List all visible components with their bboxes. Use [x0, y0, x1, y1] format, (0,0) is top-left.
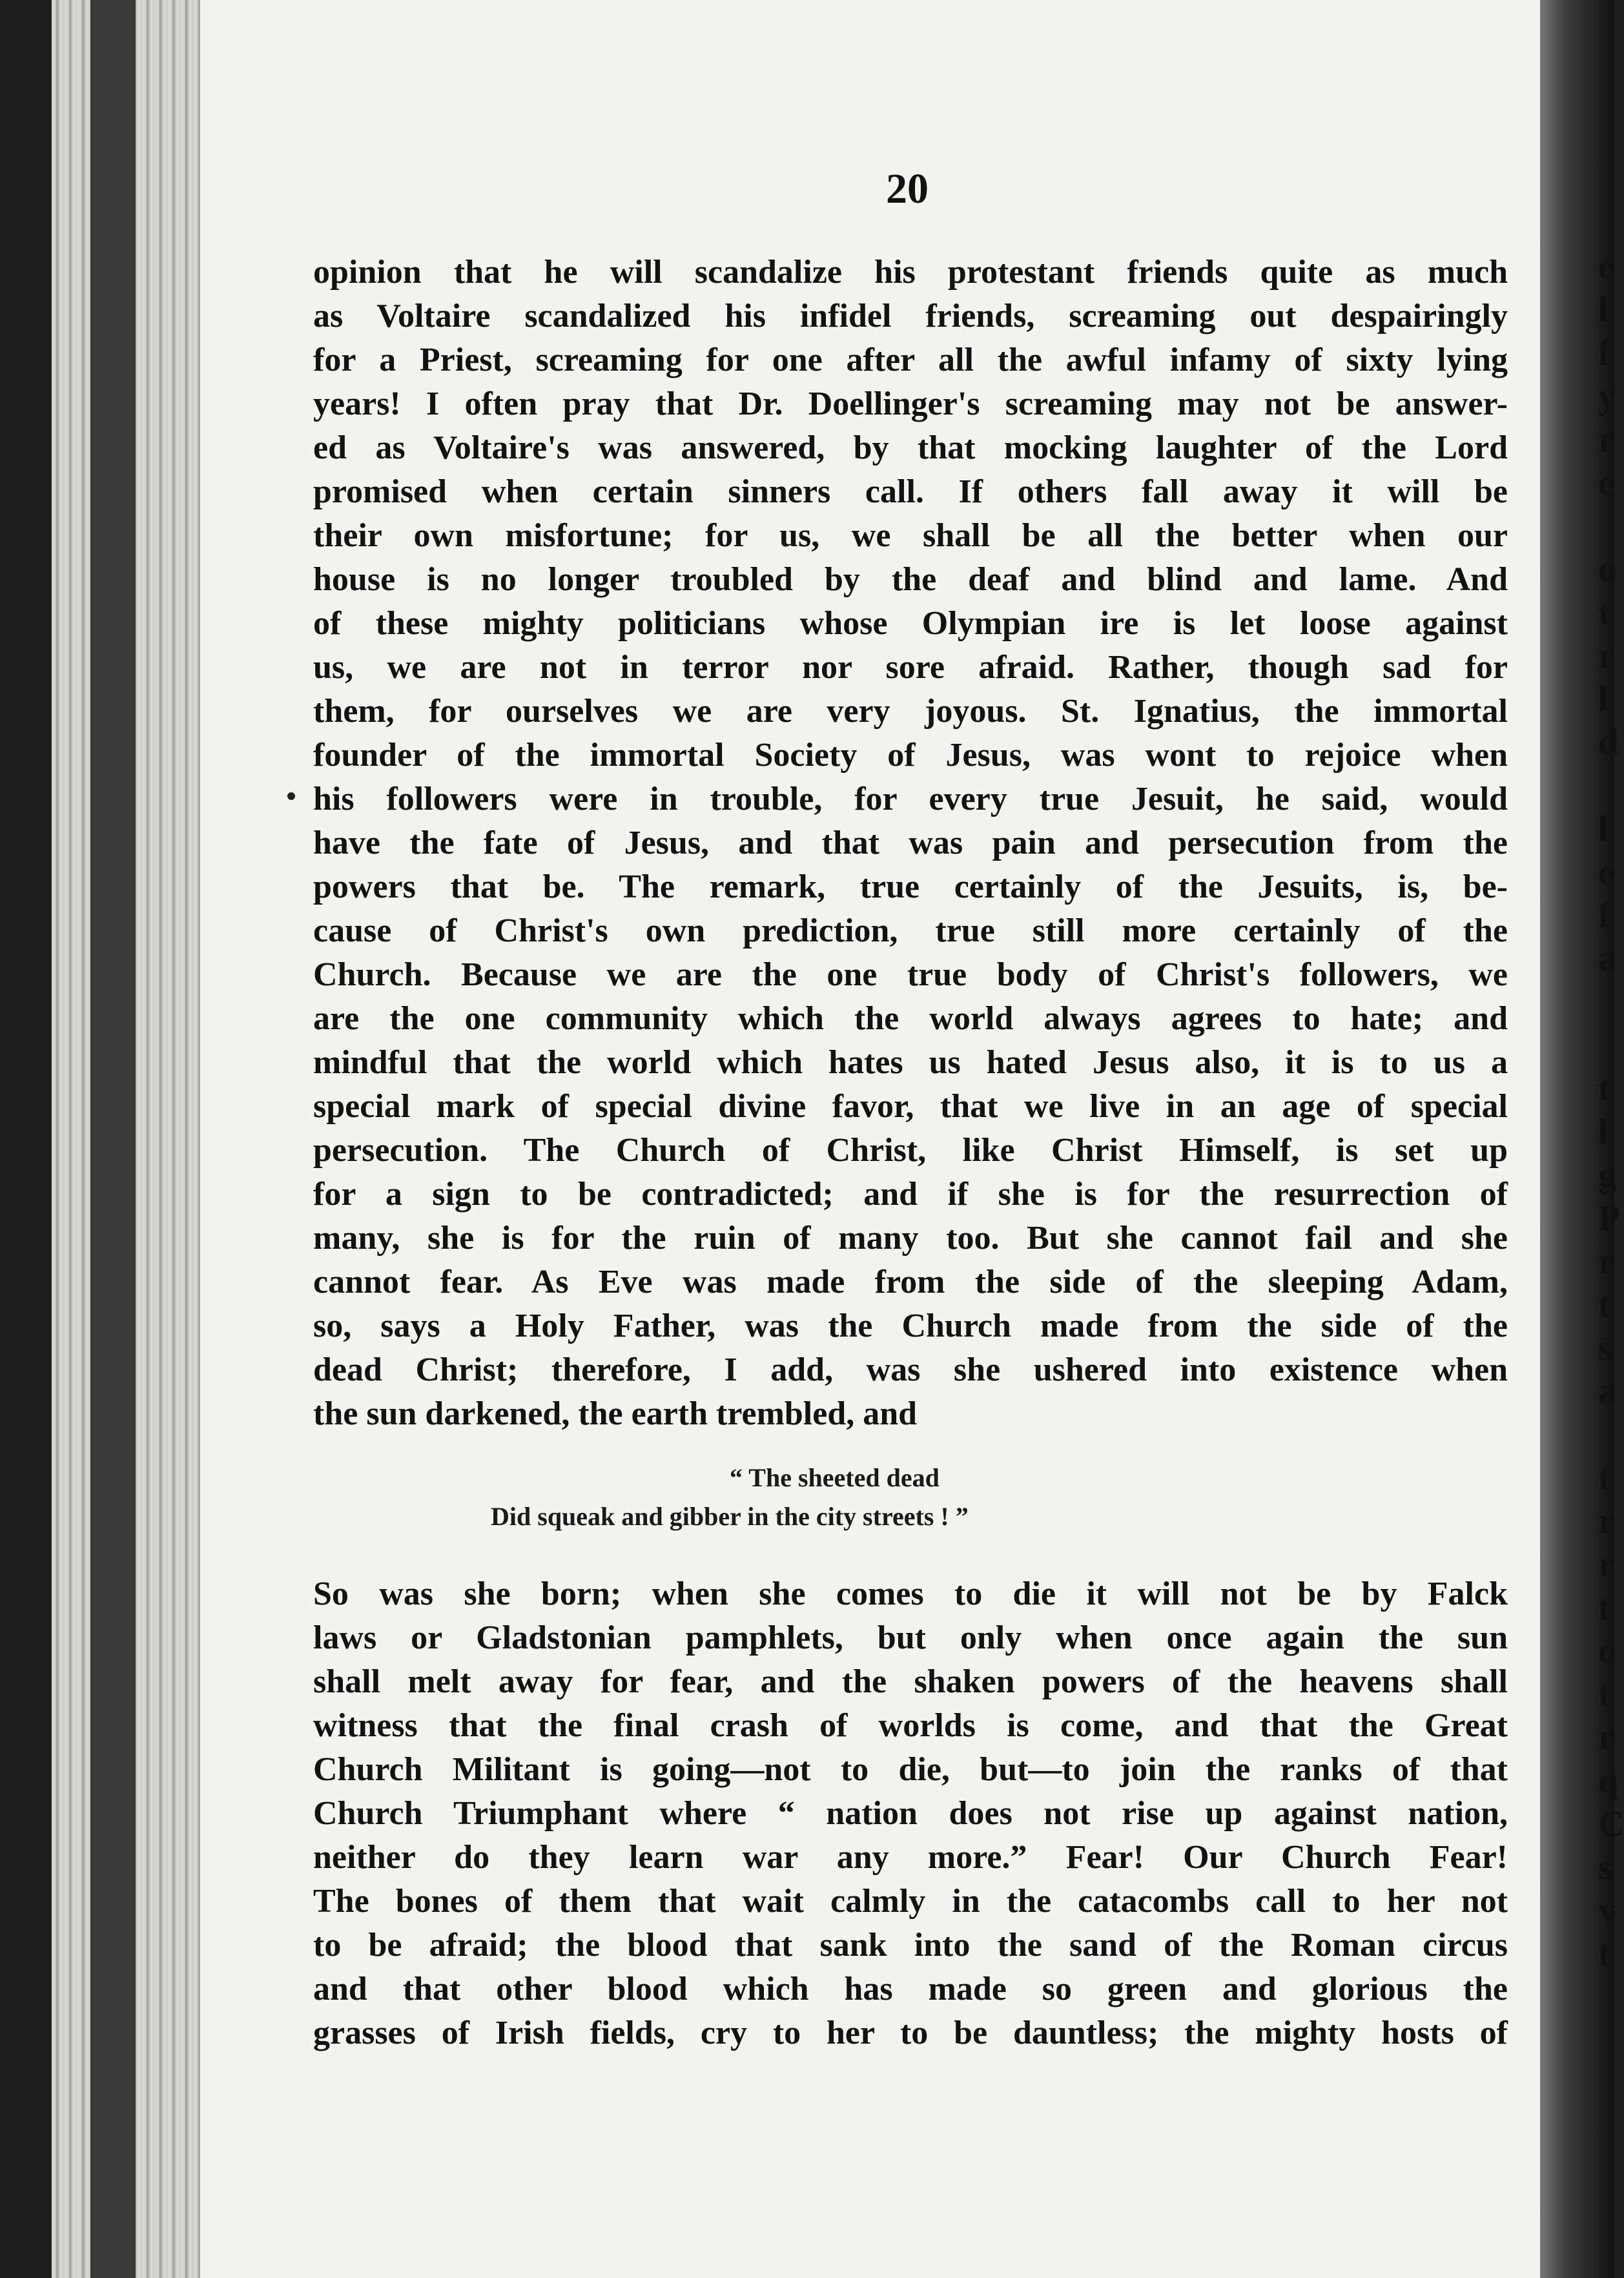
facing-letter: t: [1598, 1285, 1610, 1325]
text-line: their own misfortune; for us, we shall be all the better when our: [313, 517, 1508, 554]
text-line: and that other blood which has made so green and glorious the: [313, 1971, 1508, 2007]
facing-letter: r: [1598, 1544, 1614, 1585]
text-line: the sun darkened, the earth trembled, and: [313, 1395, 918, 1432]
facing-letter: t: [1598, 1458, 1610, 1498]
facing-letter: o: [1598, 549, 1616, 590]
facing-letter: r: [1598, 636, 1614, 676]
ink-speck: [287, 792, 295, 800]
text-line: years! I often pray that Dr. Doellinger's screaming may not be answer-: [313, 385, 1508, 422]
facing-letter: t: [1598, 1934, 1610, 1974]
facing-letter: g: [1598, 1155, 1616, 1195]
text-line: neither do they learn war any more.” Fear! Our Church Fear!: [313, 1839, 1508, 1876]
text-line: laws or Gladstonian pamphlets, but only when once again the sun: [313, 1619, 1508, 1656]
text-line: ed as Voltaire's was answered, by that mocking laughter of the Lord: [313, 429, 1508, 466]
facing-letter: l: [1598, 290, 1609, 330]
facing-letter: a: [1598, 1371, 1616, 1411]
facing-letter: t: [1598, 1588, 1610, 1628]
book-page-edges: [52, 0, 200, 2278]
facing-letter: t: [1598, 1674, 1610, 1714]
facing-letter: [1598, 505, 1614, 548]
text-line: founder of the immortal Society of Jesus, was wont to rejoice when: [313, 737, 1508, 774]
quote-line-1: “ The sheeted dead: [730, 1463, 940, 1492]
facing-letter: f: [1598, 896, 1610, 936]
text-line: them, for ourselves we are very joyous. St. Ignatius, the immortal: [313, 693, 1508, 730]
page-number: 20: [886, 165, 929, 212]
text-line: many, she is for the ruin of many too. But she cannot fail and she: [313, 1220, 1508, 1257]
facing-letter: e: [1598, 247, 1614, 287]
text-line: The bones of them that wait calmly in the catacombs call to her not: [313, 1883, 1508, 1920]
text-line: opinion that he will scandalize his protestant friends quite as much: [313, 254, 1508, 291]
facing-letter: d: [1598, 723, 1619, 763]
facing-letter: [1598, 981, 1614, 1024]
text-line: shall melt away for fear, and the shaken powers of the heavens shall: [313, 1663, 1508, 1700]
text-line: his followers were in trouble, for every true Jesuit, he said, would: [313, 781, 1508, 817]
text-line: cause of Christ's own prediction, true still more certainly of the: [313, 912, 1508, 949]
book-binding-shadow: [90, 0, 136, 2278]
text-line: us, we are not in terror nor sore afraid. Rather, though sad for: [313, 649, 1508, 686]
facing-letter: a: [1598, 939, 1616, 979]
facing-letter: r: [1598, 1718, 1614, 1758]
facing-letter: r: [1598, 1242, 1614, 1282]
facing-letter: s: [1598, 1328, 1612, 1368]
text-line: of these mighty politicians whose Olympian ire is let loose against: [313, 605, 1508, 642]
facing-letter: r: [1598, 1501, 1614, 1541]
facing-letter: [1598, 1024, 1614, 1067]
text-line: special mark of special divine favor, that we live in an age of special: [313, 1088, 1508, 1125]
text-line: promised when certain sinners call. If others fall away it will be: [313, 473, 1508, 510]
text-line: dead Christ; therefore, I add, was she ushered into existence when: [313, 1351, 1508, 1388]
text-line: persecution. The Church of Christ, like Christ Himself, is set up: [313, 1132, 1508, 1169]
facing-letter: t: [1598, 593, 1610, 633]
text-line: as Voltaire scandalized his infidel friends, screaming out despairingly: [313, 298, 1508, 334]
facing-letter: y: [1598, 376, 1616, 416]
text-line: have the fate of Jesus, and that was pain and persecution from the: [313, 825, 1508, 861]
text-line: powers that be. The remark, true certainly of the Jesuits, is, be-: [313, 868, 1508, 905]
text-line: to be afraid; the blood that sank into the sand of the Roman circus: [313, 1927, 1508, 1964]
facing-letter: l: [1598, 1112, 1609, 1152]
facing-letter: C: [1598, 1804, 1624, 1844]
text-line: for a sign to be contradicted; and if she is for the resurrection of: [313, 1176, 1508, 1213]
facing-letter: s: [1598, 1847, 1612, 1887]
text-line: mindful that the world which hates us hated Jesus also, it is to us a: [313, 1044, 1508, 1081]
body-text-top: [313, 251, 1508, 1436]
facing-letter: e: [1598, 852, 1614, 892]
facing-letter: l: [1598, 679, 1609, 719]
facing-letter: q: [1598, 1761, 1619, 1801]
text-line: Church Triumphant where “ nation does not rise up against nation,: [313, 1795, 1508, 1832]
facing-letter: l: [1598, 809, 1609, 849]
text-line: grasses of Irish fields, cry to her to be dauntless; the mighty hosts of: [313, 2015, 1508, 2051]
text-line: are the one community which the world always agrees to hate; and: [313, 1000, 1508, 1037]
facing-letter: v: [1598, 1891, 1616, 1931]
quote-line-2: Did squeak and gibber in the city streets ! ”: [491, 1502, 969, 1531]
facing-letter: r: [1598, 420, 1614, 460]
facing-letter: f: [1598, 333, 1610, 373]
text-line: for a Priest, screaming for one after all the awful infamy of sixty lying: [313, 342, 1508, 378]
text-line: So was she born; when she comes to die it will not be by Falck: [313, 1575, 1508, 1612]
facing-page-edge-text: [1598, 245, 1624, 2182]
text-line: Church. Because we are the one true body of Christ's followers, we: [313, 956, 1508, 993]
text-line: house is no longer troubled by the deaf and blind and lame. And: [313, 561, 1508, 598]
facing-letter: P: [1598, 1198, 1621, 1238]
facing-letter: [1598, 764, 1614, 808]
body-text-bottom: [313, 1572, 1508, 2055]
facing-letter: [1598, 1413, 1614, 1457]
text-line: cannot fear. As Eve was made from the side of the sleeping Adam,: [313, 1264, 1508, 1300]
text-line: Church Militant is going—not to die, but—to join the ranks of that: [313, 1751, 1508, 1788]
facing-letter: t: [1598, 1069, 1610, 1109]
facing-letter: o: [1598, 1631, 1616, 1671]
facing-letter: e: [1598, 463, 1614, 503]
text-line: witness that the final crash of worlds is come, and that the Great: [313, 1707, 1508, 1744]
text-line: so, says a Holy Father, was the Church made from the side of the: [313, 1308, 1508, 1344]
